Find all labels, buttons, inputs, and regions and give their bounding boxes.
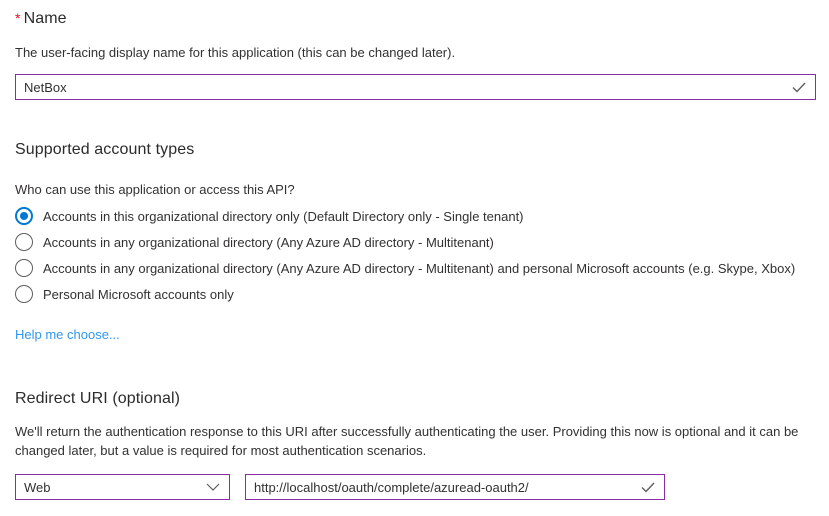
required-marker: * xyxy=(15,10,21,26)
name-input-container xyxy=(15,74,816,100)
radio-selected-icon xyxy=(15,207,33,225)
account-types-question: Who can use this application or access this API? xyxy=(15,182,295,197)
radio-option-label: Accounts in any organizational directory (Any Azure AD directory - Multitenant) xyxy=(43,234,494,250)
redirect-uri-description: We'll return the authentication response to this URI after successfully authenticating the user. Providing this now is optional and it can be changed later, but a value is required for most authentication scenarios. xyxy=(15,424,799,458)
account-types-title: Supported account types xyxy=(15,141,195,158)
checkmark-icon xyxy=(641,482,655,493)
name-title-text: Name xyxy=(23,10,67,27)
redirect-uri-input[interactable] xyxy=(246,475,641,499)
redirect-uri-input-container xyxy=(245,474,665,500)
account-types-radio-group xyxy=(15,203,795,307)
radio-option-label: Accounts in this organizational directory only (Default Directory only - Single tenant) xyxy=(43,208,524,224)
checkmark-icon xyxy=(792,82,806,93)
name-description: The user-facing display name for this application (this can be changed later). xyxy=(15,45,456,60)
radio-option-multitenant[interactable] xyxy=(15,229,795,255)
platform-select[interactable] xyxy=(15,474,230,500)
redirect-uri-title: Redirect URI (optional) xyxy=(15,390,181,407)
name-section-title xyxy=(15,10,67,28)
radio-option-label: Personal Microsoft accounts only xyxy=(43,286,234,302)
radio-option-personal-only[interactable] xyxy=(15,281,795,307)
radio-unselected-icon xyxy=(15,259,33,277)
radio-option-multitenant-personal[interactable] xyxy=(15,255,795,281)
name-input[interactable] xyxy=(16,75,792,99)
platform-select-value: Web xyxy=(24,479,51,495)
radio-unselected-icon xyxy=(15,285,33,303)
radio-option-label: Accounts in any organizational directory (Any Azure AD directory - Multitenant) and personal Microsoft accounts (e.g. Skype, Xbox) xyxy=(43,260,796,276)
chevron-down-icon xyxy=(206,483,220,491)
radio-option-single-tenant[interactable] xyxy=(15,203,795,229)
help-me-choose-link[interactable]: Help me choose... xyxy=(15,327,120,342)
radio-unselected-icon xyxy=(15,233,33,251)
